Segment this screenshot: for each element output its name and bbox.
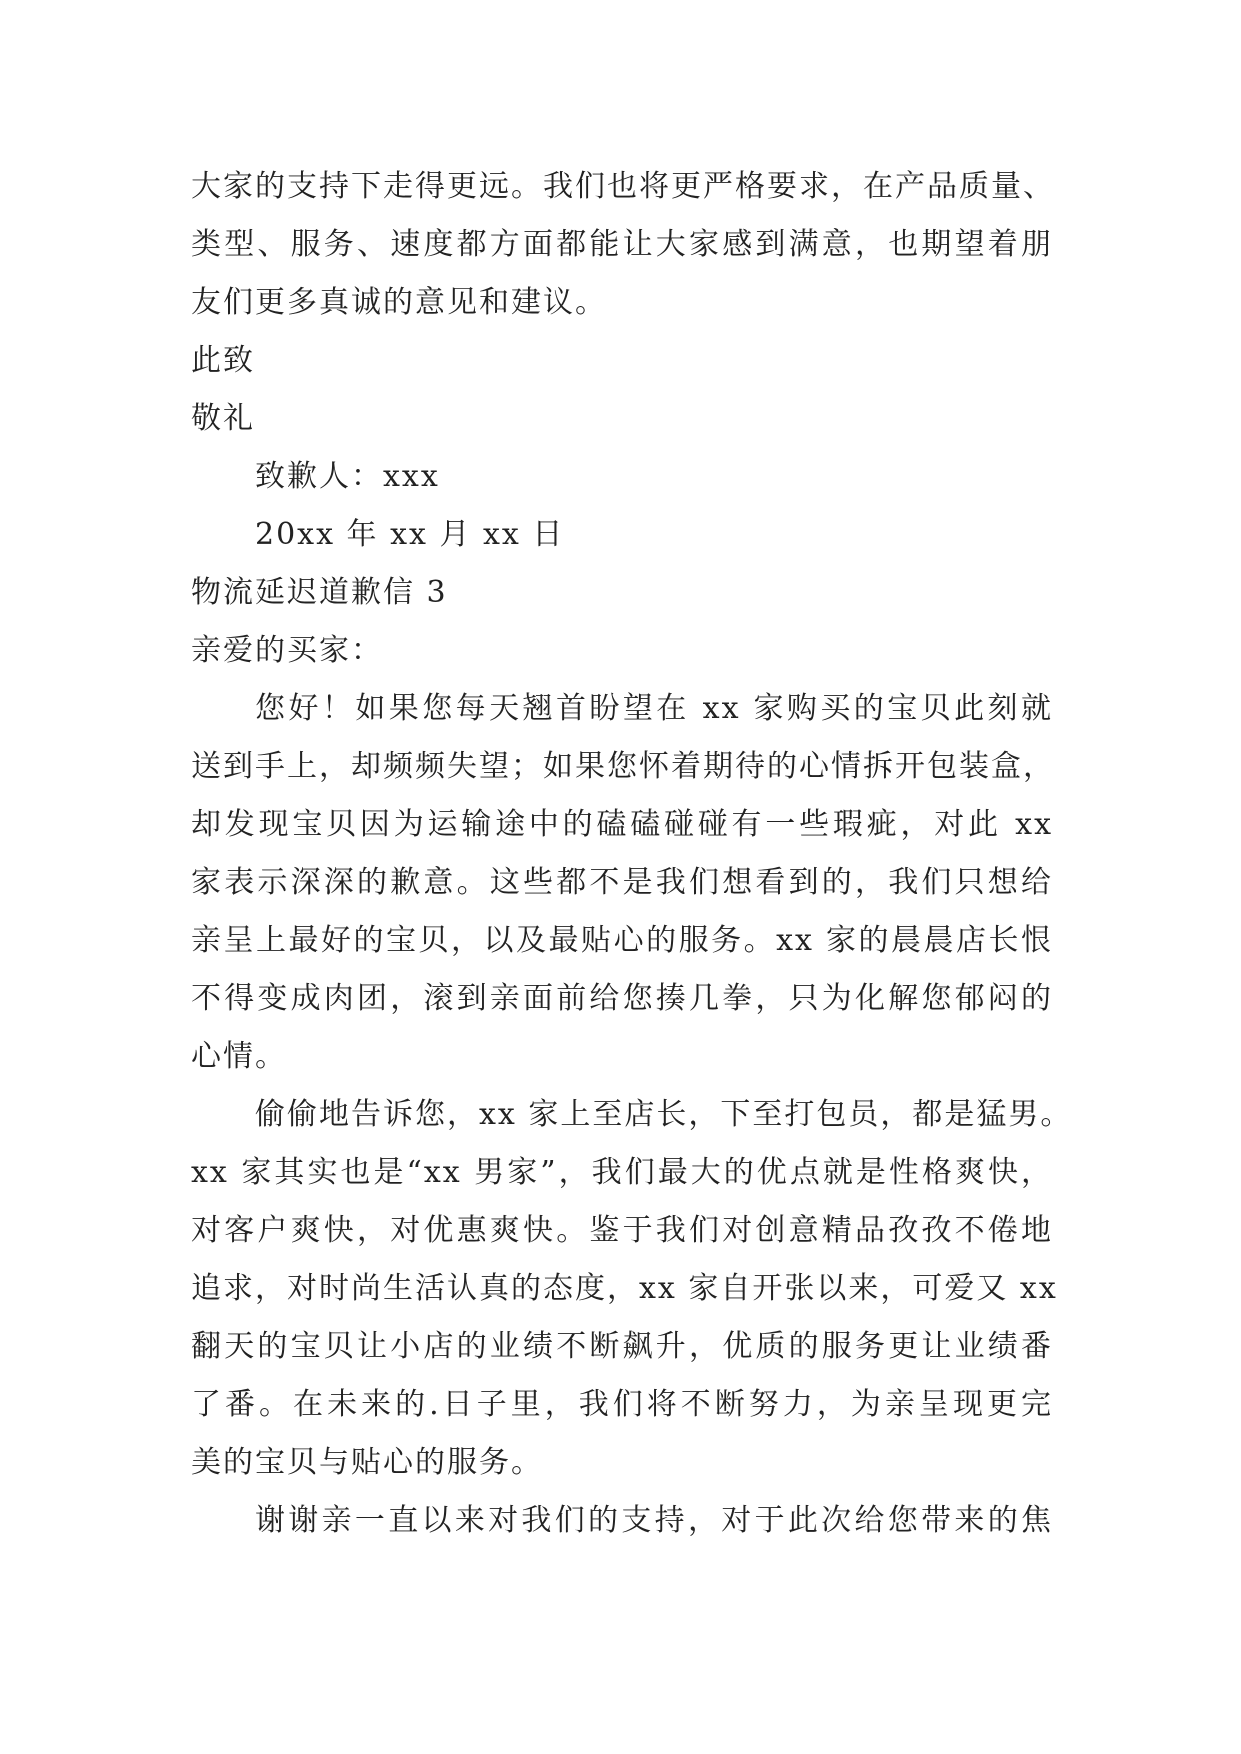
text-line: xx 家其实也是“xx 男家”，我们最大的优点就是性格爽快， [191,1155,1053,1190]
letter-body [191,158,1073,1550]
text-line: 亲爱的买家： [191,633,383,668]
text-line: 不得变成肉团，滚到亲面前给您揍几拳，只为化解您郁闷的 [191,981,1053,1016]
text-line: 大家的支持下走得更远。我们也将更严格要求，在产品质量、 [191,169,1055,204]
text-line: 追求，对时尚生活认真的态度，xx 家自开张以来，可爱又 xx [191,1271,1058,1306]
text-line: 美的宝贝与贴心的服务。 [191,1445,543,1480]
text-line: 友们更多真诚的意见和建议。 [191,285,607,320]
text-line: 类型、服务、速度都方面都能让大家感到满意，也期望着朋 [191,227,1053,262]
text-line: 偷偷地告诉您，xx 家上至店长，下至打包员，都是猛男。 [255,1097,1073,1132]
text-line: 翻天的宝贝让小店的业绩不断飙升，优质的服务更让业绩番 [191,1329,1053,1364]
text-line: 家表示深深的歉意。这些都不是我们想看到的，我们只想给 [191,865,1053,900]
text-line: 送到手上，却频频失望；如果您怀着期待的心情拆开包装盒， [191,749,1055,784]
text-line: 致歉人：xxx [255,459,440,494]
text-line: 亲呈上最好的宝贝，以及最贴心的服务。xx 家的晨晨店长恨 [191,923,1053,958]
text-line: 却发现宝贝因为运输途中的磕磕碰碰有一些瑕疵，对此 xx [191,807,1053,842]
text-line: 敬礼 [191,401,255,436]
text-line: 对客户爽快，对优惠爽快。鉴于我们对创意精品孜孜不倦地 [191,1213,1053,1248]
text-line: 心情。 [191,1039,287,1074]
text-line: 了番。在未来的.日子里，我们将不断努力，为亲呈现更完 [191,1387,1053,1422]
text-line: 20xx 年 xx 月 xx 日 [255,517,565,552]
text-line: 物流延迟道歉信 3 [191,575,448,610]
text-line: 您好！如果您每天翘首盼望在 xx 家购买的宝贝此刻就 [255,691,1053,726]
text-line: 谢谢亲一直以来对我们的支持，对于此次给您带来的焦 [255,1503,1053,1538]
text-line: 此致 [191,343,255,378]
